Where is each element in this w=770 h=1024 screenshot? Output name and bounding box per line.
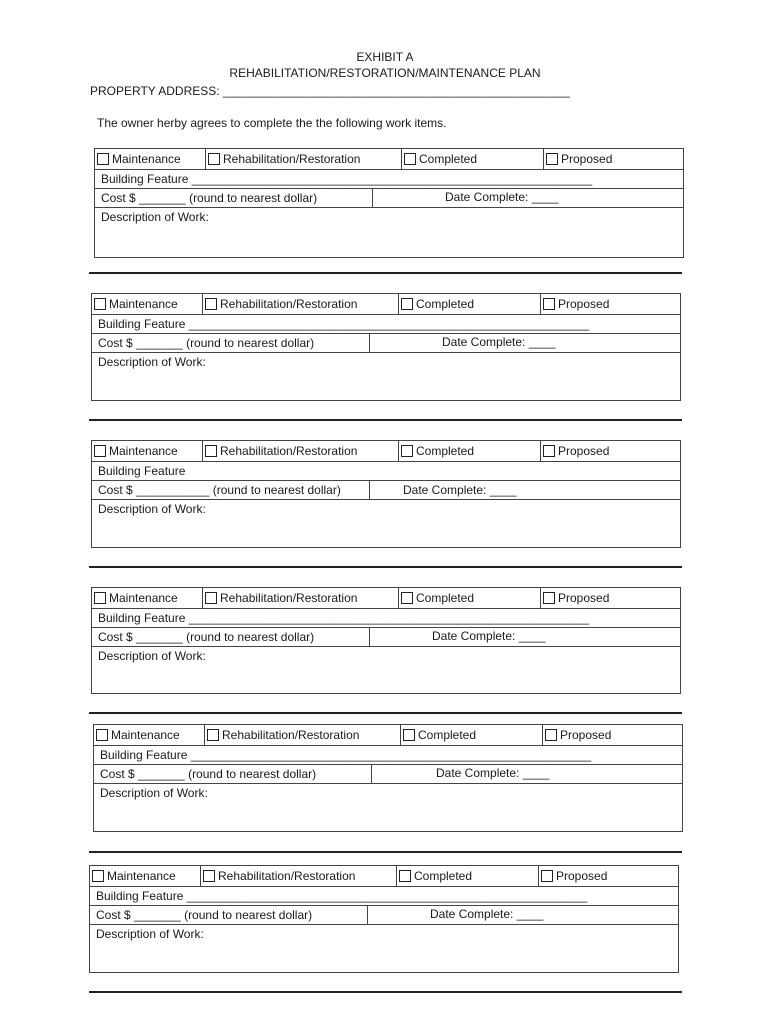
checkbox-icon[interactable] [205, 298, 217, 310]
building-feature-field[interactable]: Building Feature ____________________________________________________________ [94, 746, 682, 765]
checkbox-icon[interactable] [94, 298, 106, 310]
date-complete-field[interactable]: Date Complete: ____ [445, 190, 559, 204]
exhibit-title: EXHIBIT A [356, 50, 414, 64]
description-of-work[interactable]: Description of Work: [100, 786, 208, 800]
maintenance-option[interactable]: Maintenance [95, 149, 205, 169]
completed-option[interactable]: Completed [401, 149, 543, 169]
cost-field[interactable]: Cost $ ___________ (round to nearest dollar) [92, 481, 370, 499]
rehab-option[interactable]: Rehabilitation/Restoration [202, 441, 398, 461]
divider [89, 566, 682, 568]
work-item [91, 440, 681, 548]
checkbox-icon[interactable] [401, 592, 413, 604]
completed-option[interactable]: Completed [400, 725, 542, 745]
completed-option[interactable]: Completed [398, 441, 540, 461]
maintenance-option[interactable]: Maintenance [92, 588, 202, 608]
description-of-work[interactable]: Description of Work: [98, 502, 206, 516]
date-complete-field[interactable]: Date Complete: ____ [430, 907, 544, 921]
building-feature-field[interactable]: Building Feature ____________________________________________________________ [92, 609, 680, 628]
completed-option[interactable]: Completed [396, 866, 538, 886]
proposed-option[interactable]: Proposed [540, 588, 680, 608]
work-item [93, 724, 683, 832]
proposed-option[interactable]: Proposed [540, 441, 680, 461]
checkbox-icon[interactable] [94, 445, 106, 457]
checkbox-icon[interactable] [401, 445, 413, 457]
proposed-option[interactable]: Proposed [540, 294, 680, 314]
maintenance-option[interactable]: Maintenance [94, 725, 204, 745]
date-complete-field[interactable]: Date Complete: ____ [436, 766, 550, 780]
building-feature-field[interactable]: Building Feature ____________________________________________________________ [95, 170, 683, 189]
divider [89, 419, 682, 421]
proposed-option[interactable]: Proposed [538, 866, 678, 886]
work-item [89, 865, 679, 973]
checkbox-icon[interactable] [92, 870, 104, 882]
checkbox-icon[interactable] [205, 445, 217, 457]
maintenance-option[interactable]: Maintenance [90, 866, 200, 886]
property-address-field[interactable]: PROPERTY ADDRESS: ____________________________________________________ [90, 84, 570, 98]
building-feature-field[interactable]: Building Feature ____________________________________________________________ [90, 887, 678, 906]
checkbox-icon[interactable] [541, 870, 553, 882]
description-of-work[interactable]: Description of Work: [98, 355, 206, 369]
checkbox-icon[interactable] [208, 153, 220, 165]
rehab-option[interactable]: Rehabilitation/Restoration [202, 588, 398, 608]
checkbox-icon[interactable] [96, 729, 108, 741]
cost-field[interactable]: Cost $ _______ (round to nearest dollar) [95, 189, 373, 207]
checkbox-icon[interactable] [97, 153, 109, 165]
checkbox-icon[interactable] [546, 153, 558, 165]
maintenance-option[interactable]: Maintenance [92, 294, 202, 314]
cost-field[interactable]: Cost $ _______ (round to nearest dollar) [94, 765, 372, 783]
work-item [91, 293, 681, 401]
checkbox-icon[interactable] [205, 592, 217, 604]
completed-option[interactable]: Completed [398, 294, 540, 314]
work-item [94, 148, 684, 258]
description-of-work[interactable]: Description of Work: [98, 649, 206, 663]
date-complete-field[interactable]: Date Complete: ____ [432, 629, 546, 643]
checkbox-icon[interactable] [543, 298, 555, 310]
cost-field[interactable]: Cost $ _______ (round to nearest dollar) [92, 334, 370, 352]
rehab-option[interactable]: Rehabilitation/Restoration [202, 294, 398, 314]
proposed-option[interactable]: Proposed [542, 725, 682, 745]
work-item [91, 587, 681, 694]
checkbox-icon[interactable] [399, 870, 411, 882]
building-feature-field[interactable]: Building Feature [92, 462, 680, 481]
cost-field[interactable]: Cost $ _______ (round to nearest dollar) [92, 628, 370, 646]
maintenance-option[interactable]: Maintenance [92, 441, 202, 461]
building-feature-field[interactable]: Building Feature ____________________________________________________________ [92, 315, 680, 334]
checkbox-icon[interactable] [543, 445, 555, 457]
checkbox-icon[interactable] [404, 153, 416, 165]
checkbox-icon[interactable] [403, 729, 415, 741]
divider [89, 272, 682, 274]
checkbox-icon[interactable] [401, 298, 413, 310]
intro-text: The owner herby agrees to complete the the following work items. [97, 116, 447, 130]
checkbox-icon[interactable] [543, 592, 555, 604]
checkbox-icon[interactable] [545, 729, 557, 741]
rehab-option[interactable]: Rehabilitation/Restoration [200, 866, 396, 886]
date-complete-field[interactable]: Date Complete: ____ [403, 483, 517, 497]
completed-option[interactable]: Completed [398, 588, 540, 608]
checkbox-icon[interactable] [94, 592, 106, 604]
plan-title: REHABILITATION/RESTORATION/MAINTENANCE PLAN [229, 66, 541, 80]
rehab-option[interactable]: Rehabilitation/Restoration [205, 149, 401, 169]
checkbox-icon[interactable] [203, 870, 215, 882]
divider [89, 991, 682, 993]
rehab-option[interactable]: Rehabilitation/Restoration [204, 725, 400, 745]
checkbox-icon[interactable] [207, 729, 219, 741]
date-complete-field[interactable]: Date Complete: ____ [442, 335, 556, 349]
description-of-work[interactable]: Description of Work: [96, 927, 204, 941]
proposed-option[interactable]: Proposed [543, 149, 683, 169]
divider [89, 851, 682, 853]
divider [89, 712, 682, 714]
description-of-work[interactable]: Description of Work: [101, 210, 209, 224]
cost-field[interactable]: Cost $ _______ (round to nearest dollar) [90, 906, 368, 924]
